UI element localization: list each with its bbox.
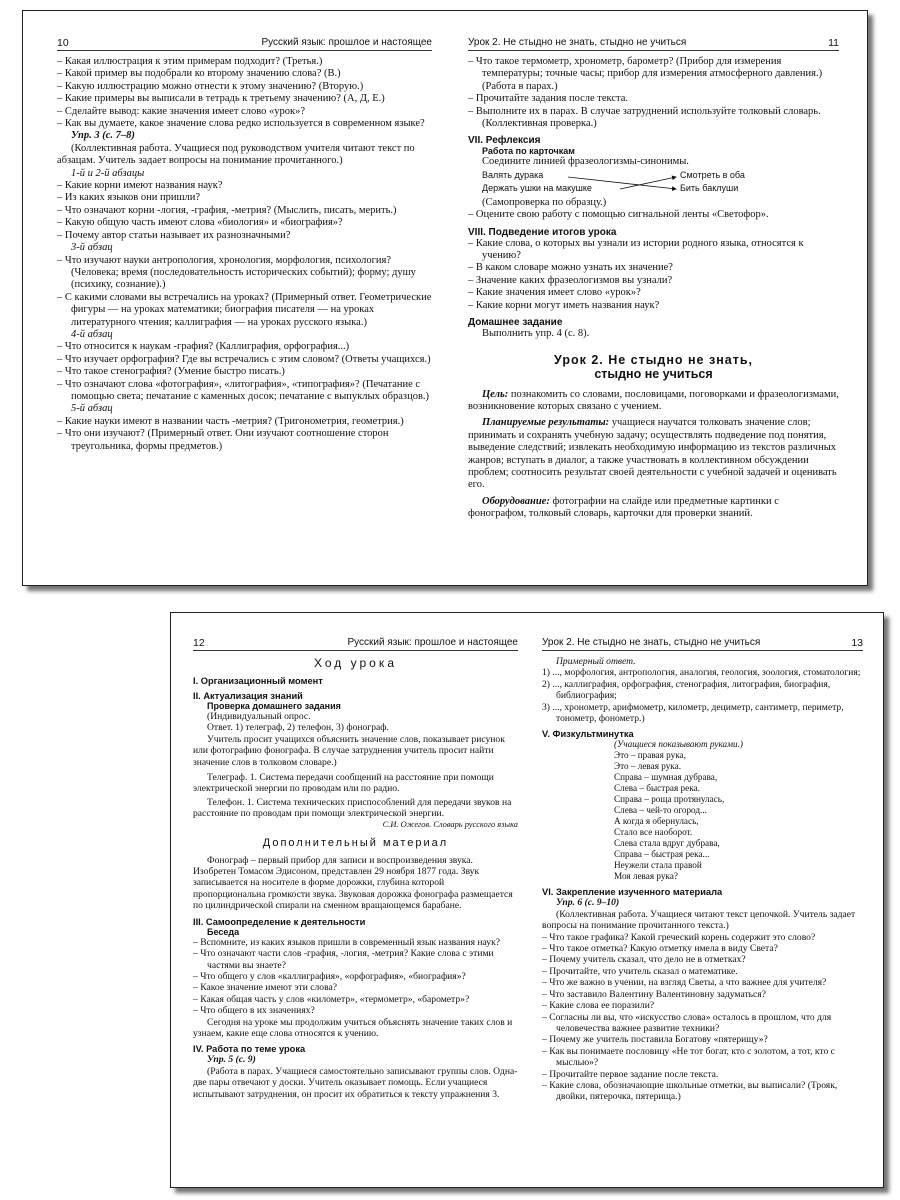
- question-line: – Что означают части слов -графия, -логия, -метрия? Какие слова с этими частями вы знаете?: [193, 948, 518, 971]
- answer-item: 2) ..., каллиграфия, орфография, стенография, литография, биография, библиография;: [542, 678, 831, 702]
- section-heading: IV. Работа по теме урока: [193, 1044, 306, 1055]
- lesson-title-line-1: Урок 2. Не стыдно не знать,: [554, 352, 753, 367]
- question-line: – Какие науки имеют в названии часть -метрия? (Тригонометрия, геометрия.): [57, 416, 432, 428]
- question-line: – Выполните их в парах. В случае затруднений используйте толковый словарь.: [468, 106, 839, 118]
- poem-line: Справа – шумная дубрава,: [614, 772, 718, 783]
- question-line: – Из каких языков они пришли?: [57, 192, 432, 204]
- definition-telephone: Телефон. 1. Система технических приспособлений для передачи звуков на расстояние по проводам при помощи электрической энергии.: [193, 796, 512, 820]
- page-11-text-c: [468, 238, 839, 312]
- exercise-ref: Упр. 5 (с. 9): [207, 1054, 256, 1066]
- results-text: учащиеся научатся толковать значение слов; принимать и сохранять учебную задачу; осуществлять подведение под понятия, выведение следствий; извлекать необходимую информацию из текстов различных жанров; вступать в диалог, а также участвовать в коллективном обсуждении проблем; соотносить результат своей деятельности с учебной задачей и оценивать его.: [468, 417, 837, 491]
- subsection-heading: Проверка домашнего задания: [207, 701, 341, 711]
- question-line: – Какое значение имеют эти слова?: [193, 982, 518, 993]
- exercise-ref: Упр. 6 (с. 9–10): [556, 897, 620, 909]
- exercise-text: (Работа в парах. Учащиеся самостоятельно записывают группы слов. Одна-две пары отвечают у доски. Учитель оказывает помощь. Если учащиеся испытывают затруднения, он просит их обратиться к тексту упражнения 3.: [193, 1065, 518, 1100]
- poem-line: Справа – быстрая река...: [614, 849, 710, 860]
- answer-item: 1) ..., морфология, антропология, аналогия, геология, зоология, стоматология;: [542, 667, 861, 679]
- lesson-goal: [468, 389, 839, 414]
- sample-answer-label: Примерный ответ.: [556, 656, 636, 667]
- page-number: 13: [851, 637, 863, 649]
- running-header: [542, 637, 863, 651]
- question-line: – Почему же учитель поставила Богатову «пятерищу»?: [542, 1034, 863, 1045]
- poem: [542, 750, 863, 882]
- text-line: Сегодня на уроке мы продолжим учиться объяснять значение таких слов и узнаем, какие еще слова относятся к учению.: [193, 1016, 513, 1039]
- subheading-line: 5-й абзац: [71, 403, 113, 415]
- question-line: – Почему учитель сказал, что дело не в отметках?: [542, 954, 863, 965]
- page-10-text: [57, 56, 432, 453]
- sample-answers: [542, 667, 863, 724]
- question-line: – Что такое отметка? Какую отметку имела в виду Света?: [542, 943, 863, 954]
- question-line: – Какую иллюстрацию можно отнести к этому значению? (Вторую.): [57, 81, 432, 93]
- goal-text: познакомить со словами, пословицами, поговорками и фразеологизмами, возникновение которых связано с учением.: [468, 388, 839, 412]
- top-book-spread: [22, 10, 868, 586]
- section-heading: VI. Закрепление изученного материала: [542, 887, 723, 898]
- poem-line: А когда я обернулась,: [614, 816, 699, 827]
- exercise-text: (Коллективная работа. Учащиеся читают текст цепочкой. Учитель задает вопросы на понимание прочитанного текста.): [542, 908, 856, 932]
- question-line: – Прочитайте задания после текста.: [468, 93, 839, 105]
- subheading-line: 1-й и 2-й абзацы: [71, 167, 145, 179]
- homework-heading: Домашнее задание: [468, 317, 563, 329]
- equipment-label: Оборудование:: [482, 495, 550, 507]
- question-line: – Согласны ли вы, что «искусство слова» осталось в прошлом, что для человечества важнее развитие техники?: [542, 1012, 863, 1035]
- match-left-2: Держать ушки на макушке: [482, 182, 592, 193]
- question-line: – Почему автор статьи называет их разнозначными?: [57, 230, 432, 242]
- subheading-line: Упр. 3 (с. 7–8): [71, 130, 135, 142]
- question-line: – Какая иллюстрация к этим примерам подходит? (Третья.): [57, 56, 432, 68]
- question-line: – Какие корни могут иметь названия наук?: [468, 300, 839, 312]
- header-title: Урок 2. Не стыдно не знать, стыдно не учиться: [542, 637, 761, 648]
- poem-line: Слева – быстрая река.: [614, 783, 700, 794]
- subsection-heading: Беседа: [207, 926, 240, 937]
- poem-line: Стало все наоборот.: [614, 827, 693, 838]
- page-11-text-b: [468, 197, 839, 222]
- question-line: – Какие корни имеют названия наук?: [57, 180, 432, 192]
- question-line: – Что они изучают? (Примерный ответ. Они изучают соотношение сторон треугольника, формы предметов.): [57, 428, 432, 453]
- question-line: – Что означают слова «фотография», «литография», «типография»? (Печатание с помощью света; печатание с каменных досок; печатание с выпуклых образцов.): [57, 379, 432, 404]
- homework-text: Выполнить упр. 4 (с. 8).: [482, 328, 590, 340]
- section-heading: VII. Рефлексия: [468, 135, 541, 147]
- section-heading: I. Организационный момент: [193, 676, 323, 686]
- lesson-title-line-2: стыдно не учиться: [594, 366, 713, 381]
- page-13: [528, 613, 884, 1187]
- bottom-book-spread: [170, 612, 884, 1188]
- match-right-2: Бить баклуши: [680, 182, 739, 193]
- question-line: – Что такое графика? Какой греческий корень содержит это слово?: [542, 932, 863, 943]
- poem-line: Это – левая рука.: [614, 761, 681, 772]
- lesson-equipment: [468, 496, 839, 521]
- question-line: – Прочитайте, что учитель сказал о математике.: [542, 966, 863, 977]
- question-line: – Какие примеры вы выписали в тетрадь к третьему значению? (А, Д, Е.): [57, 93, 432, 105]
- header-title: Русский язык: прошлое и настоящее: [261, 37, 432, 48]
- phraseology-matching: [468, 169, 839, 197]
- subheading-line: 4-й абзац: [71, 328, 113, 340]
- question-line: – Как вы думаете, какое значение слова редко используется в современном языке?: [57, 118, 432, 130]
- poem-line: Справа – роща протянулась,: [614, 794, 725, 805]
- question-line: – Что такое стенография? (Умение быстро писать.): [57, 366, 432, 378]
- question-line: – Что означают корни -логия, -графия, -метрия? (Мыслить, писать, мерить.): [57, 205, 432, 217]
- text-line: (Работа в парах.): [482, 80, 558, 92]
- question-line: – Что заставило Валентину Валентиновну задуматься?: [542, 989, 863, 1000]
- question-line: – Какие значения имеет слово «урок»?: [468, 287, 839, 299]
- matching-arrows: [468, 169, 728, 197]
- questions-list: [542, 932, 863, 1103]
- question-line: – Что относится к наукам -графия? (Каллиграфия, орфография...): [57, 341, 432, 353]
- question-line: – Сделайте вывод: какие значения имеет слово «урок»?: [57, 106, 432, 118]
- question-line: – Прочитайте первое задание после текста.: [542, 1069, 863, 1080]
- question-line: – Какие слова ее поразили?: [542, 1000, 863, 1011]
- question-line: – Что общего у слов «каллиграфия», «орфография», «биография»?: [193, 971, 518, 982]
- running-header: [193, 637, 518, 651]
- question-line: – В каком словаре можно узнать их значение?: [468, 262, 839, 274]
- page-number: 10: [57, 37, 69, 49]
- subheading-line: 3-й абзац: [71, 242, 113, 254]
- text-line: (Коллективная проверка.): [482, 118, 597, 130]
- definition-source: С.И. Ожегов. Словарь русского языка: [382, 819, 518, 829]
- question-line: – Значение каких фразеологизмов вы узнали?: [468, 275, 839, 287]
- question-line: – Какой пример вы подобрали ко второму значению слова? (В.): [57, 68, 432, 80]
- header-title: Русский язык: прошлое и настоящее: [347, 637, 518, 648]
- question-line: – Что общего в их значениях?: [193, 1005, 518, 1016]
- instruction-text: Соедините линией фразеологизмы-синонимы.: [482, 156, 689, 168]
- poem-line: Моя левая рука?: [614, 871, 678, 882]
- question-line: – Какие слова, о которых вы узнали из истории родного языка, относятся к учению?: [468, 238, 839, 263]
- poem-line: Неужели стала правой: [614, 860, 702, 871]
- subsection-heading: Работа по карточкам: [482, 146, 575, 157]
- page-number: 12: [193, 637, 205, 649]
- question-line: – Что такое термометр, хронометр, барометр? (Прибор для измерения температуры; точные часы; прибор для измерения атмосферного давления.): [468, 56, 839, 81]
- question-line: – Что изучают науки антропология, хронология, морфология, психология? (Человека; время (последовательность исторических событий); форму; душу (психику, сознание).): [57, 255, 432, 292]
- text-line: Ответ. 1) телеграф, 2) телефон, 3) фонограф.: [207, 722, 389, 734]
- page-12: [171, 613, 528, 1187]
- extra-material-text: Фонограф – первый прибор для записи и воспроизведения звука. Изобретен Томасом Эдисоном, представлен 29 ноября 1877 года. Звук записывается на носителе в форме дорожки, глубина которой пропорциональна громкости звука. Звуковая дорожка фонографа размещается по цилиндрической спирали на сменном вращающемся барабане.: [193, 854, 513, 912]
- conversation-text: [193, 937, 518, 1040]
- question-line: – С какими словами вы встречались на уроках? (Примерный ответ. Геометрические фигуры — на уроках математики; биография писателя — на уроках литературного чтения; каллиграфия — на уроках русского языка.): [57, 292, 432, 329]
- text-line: (Самопроверка по образцу.): [482, 196, 607, 208]
- poem-line: Слева стала вдруг дубрава,: [614, 838, 720, 849]
- extra-material-heading: Дополнительный материал: [262, 836, 449, 849]
- answer-item: 3) ..., хронометр, арифмометр, километр, дециметр, сантиметр, периметр, тонометр, фонометр.): [542, 701, 844, 725]
- section-heading: III. Самоопределение к деятельности: [193, 916, 366, 927]
- page-11-text-a: [468, 56, 839, 130]
- page-10: [23, 11, 446, 585]
- definition-telegraph: Телеграф. 1. Система передачи сообщений на расстояние при помощи электрической энергии по проводам или по радио.: [193, 772, 494, 795]
- goal-label: Цель:: [482, 388, 509, 400]
- running-header: [468, 37, 839, 51]
- match-left-1: Валять дурака: [482, 169, 544, 180]
- poem-note: (Учащиеся показывают руками.): [614, 739, 743, 750]
- poem-line: Это – правая рука,: [614, 750, 686, 761]
- poem-line: Слева – чей-то огород...: [614, 805, 707, 816]
- results-label: Планируемые результаты:: [482, 417, 610, 429]
- text-line: Учитель просит учащихся объяснить значение слов, показывает рисунок или фотографию фонографа. В случае затруднения учитель просит найти значение слов в толковом словаре.): [193, 733, 505, 768]
- match-right-1: Смотреть в оба: [680, 169, 745, 180]
- question-line: – Какая общая часть у слов «километр», «термометр», «барометр»?: [193, 994, 518, 1005]
- question-line: – Вспомните, из каких языков пришли в современный язык названия наук?: [193, 937, 518, 948]
- equipment-text: фотографии на слайде или предметные картинки с фонографом, толковый словарь, карточки для проверки знаний.: [468, 495, 779, 520]
- question-line: – Как вы понимаете пословицу «Не тот богат, кто с золотом, а тот, кто с мыслью»?: [542, 1046, 863, 1069]
- question-line: – Какие слова, обозначающие школьные отметки, вы выписали? (Трояк, двойки, пятерочка, пятерища.): [542, 1080, 863, 1103]
- question-line: – Какую общую часть имеют слова «биология» и «биография»?: [57, 217, 432, 229]
- section-heading: V. Физкультминутка: [542, 729, 634, 740]
- page-11: [446, 11, 868, 585]
- text-line: (Индивидуальный опрос.: [207, 711, 311, 722]
- course-title: Ход урока: [313, 656, 397, 670]
- question-line: – Что же важно в учении, на взгляд Светы, а что важнее для учителя?: [542, 977, 863, 988]
- running-header: [57, 37, 432, 51]
- section-heading: II. Актуализация знаний: [193, 691, 303, 701]
- lesson-results: [468, 417, 839, 491]
- question-line: – Что изучает орфография? Где вы встречались с этим словом? (Ответы учащихся.): [57, 354, 432, 366]
- text-line: (Коллективная работа. Учащиеся под руководством учителя читают текст по абзацам. Учитель задает вопросы на понимание прочитанного.): [57, 142, 415, 167]
- question-line: – Оцените свою работу с помощью сигнальной ленты «Светофор».: [468, 209, 839, 221]
- page-number: 11: [828, 37, 839, 49]
- homework-check-text: [193, 711, 518, 768]
- header-title: Урок 2. Не стыдно не знать, стыдно не учиться: [468, 37, 687, 48]
- section-heading: VIII. Подведение итогов урока: [468, 226, 617, 238]
